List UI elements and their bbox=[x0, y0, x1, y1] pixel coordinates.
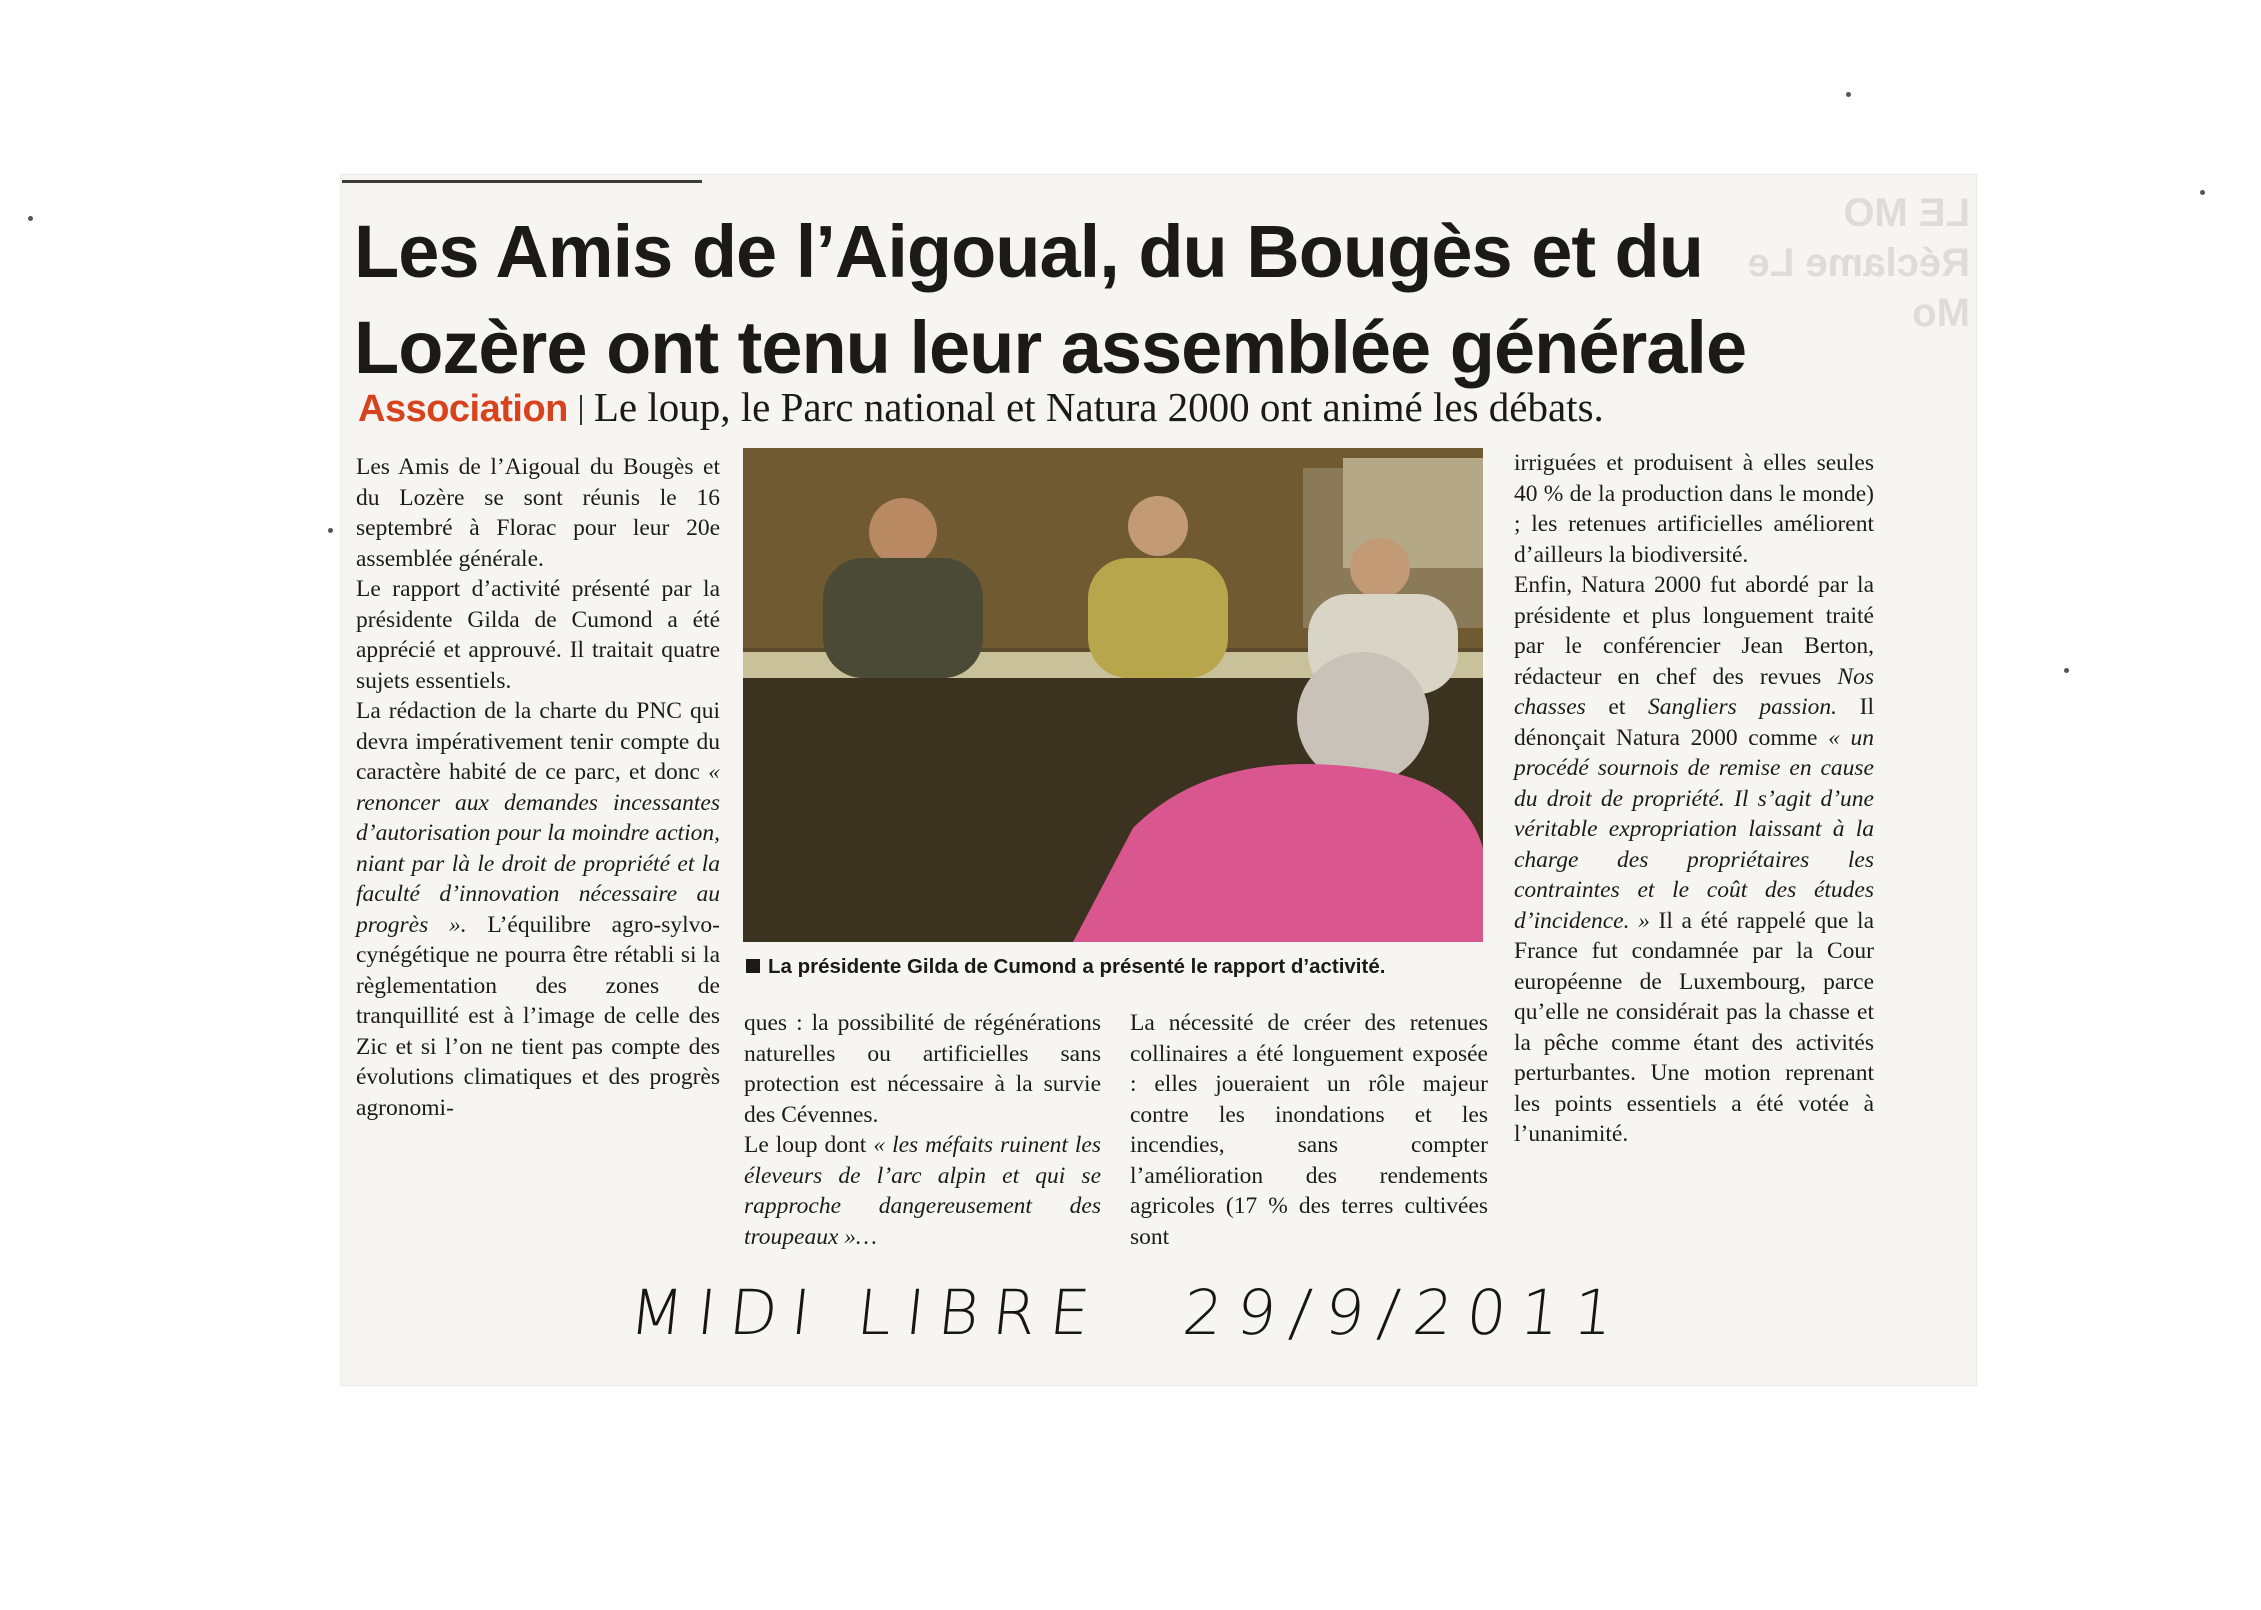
paragraph bbox=[356, 696, 720, 1123]
magazine-title: Nos chasses bbox=[1514, 663, 1874, 720]
paragraph bbox=[744, 1130, 1101, 1252]
caption-text: La présidente Gilda de Cumond a présenté le rapport d’activité. bbox=[768, 955, 1386, 978]
article-column-1 bbox=[356, 452, 720, 1123]
paragraph: Le rapport d’activité présenté par la présidente Gilda de Cumond a été apprécié et approuvé. Il traitait quatre sujets essentiels. bbox=[356, 576, 720, 694]
handwritten-source: MIDI LIBRE bbox=[626, 1276, 1108, 1349]
paragraph bbox=[1514, 570, 1874, 1150]
scan-speck bbox=[328, 528, 333, 533]
scan-speck bbox=[28, 216, 33, 221]
quote: « renoncer aux demandes incessantes d’autorisation pour la moindre action, niant par là le droit de propriété et la faculté d’innovation nécessaire au progrès ». bbox=[356, 759, 720, 938]
paragraph: Les Amis de l’Aigoual du Bougès et du Lozère se sont réunis le 16 septembré à Florac pour leur 20e assemblée générale. bbox=[356, 454, 720, 572]
paragraph-text: L’équilibre agro-sylvo-cynégétique ne pourra être rétabli si la règlementation des zones de tranquillité est à l’image de celle des Zic et si l’on ne tient pas compte des évolutions climatiques et des progrès agronomi- bbox=[356, 911, 720, 1121]
newspaper-clipping bbox=[340, 174, 1977, 1386]
article-subhead bbox=[358, 382, 1858, 434]
paragraph: La nécessité de créer des retenues collinaires a été longuement exposée : elles joueraient un rôle majeur contre les inondations et les incendies, sans compter l’amélioration des rendements agricoles (17 % des terres cultivées sont bbox=[1130, 1010, 1488, 1250]
article-column-4 bbox=[1514, 448, 1874, 1150]
photo-illustration bbox=[743, 448, 1483, 942]
article-photo bbox=[743, 448, 1483, 942]
scan-speck bbox=[2064, 668, 2069, 673]
article-column-2 bbox=[744, 1008, 1101, 1252]
quote: « un procédé sournois de remise en cause du droit de propriété. Il s’agit d’une véritable expropriation laissant à la charge des propriétaires les contraintes et le coût des études d’incidence. » bbox=[1514, 724, 1874, 934]
top-rule bbox=[342, 180, 702, 183]
paragraph-text: Il a été rappelé que la France fut condamnée par la Cour européenne de Luxembourg, parce qu’elle ne considérait pas la chasse et la pêche comme étant des activités perturbantes. Une motion reprenant les points essentiels a été votée à l’unanimité. bbox=[1514, 907, 1875, 1147]
article-column-3 bbox=[1130, 1008, 1488, 1252]
paragraph-text: Il dénonçait Natura 2000 comme bbox=[1514, 694, 1875, 751]
scan-speck bbox=[2200, 190, 2205, 195]
paragraph-text: La rédaction de la charte du PNC qui devra impérativement tenir compte du caractère habité de ce parc, et donc bbox=[356, 698, 720, 785]
paragraph-text: et bbox=[1608, 694, 1626, 720]
scan-speck bbox=[1846, 92, 1851, 97]
handwritten-date: 29/9/2011 bbox=[1179, 1276, 1631, 1349]
quote: « les méfaits ruinent les éleveurs de l’arc alpin et qui se rapproche dangereusement des troupeaux »… bbox=[744, 1132, 1102, 1250]
bleed-through-text: LE MO Réclame Le Mo bbox=[1747, 191, 1970, 335]
paragraph: irriguées et produisent à elles seules 40 % de la production dans le monde) ; les retenues artificielles améliorent d’ailleurs la biodiversité. bbox=[1514, 450, 1874, 568]
kicker-separator bbox=[580, 395, 582, 425]
subhead-text: Le loup, le Parc national et Natura 2000 ont animé les débats. bbox=[593, 384, 1604, 430]
caption-bullet bbox=[746, 959, 760, 973]
paragraph-text: Enfin, Natura 2000 fut abordé par la présidente et plus longuement traité par le conférencier Jean Berton, rédacteur en chef des revues bbox=[1514, 572, 1874, 690]
article-headline: Les Amis de l’Aigoual, du Bougès et du Lozère ont tenu leur assemblée générale bbox=[354, 210, 1747, 389]
photo-caption bbox=[746, 954, 1506, 980]
paragraph-text: Le loup dont bbox=[744, 1132, 867, 1158]
handwritten-source-note bbox=[626, 1276, 1934, 1349]
paragraph: ques : la possibilité de régénérations naturelles ou artificielles sans protection est nécessaire à la survie des Cévennes. bbox=[744, 1010, 1101, 1128]
magazine-title: Sangliers passion. bbox=[1647, 694, 1838, 720]
section-kicker: Association bbox=[358, 388, 568, 430]
